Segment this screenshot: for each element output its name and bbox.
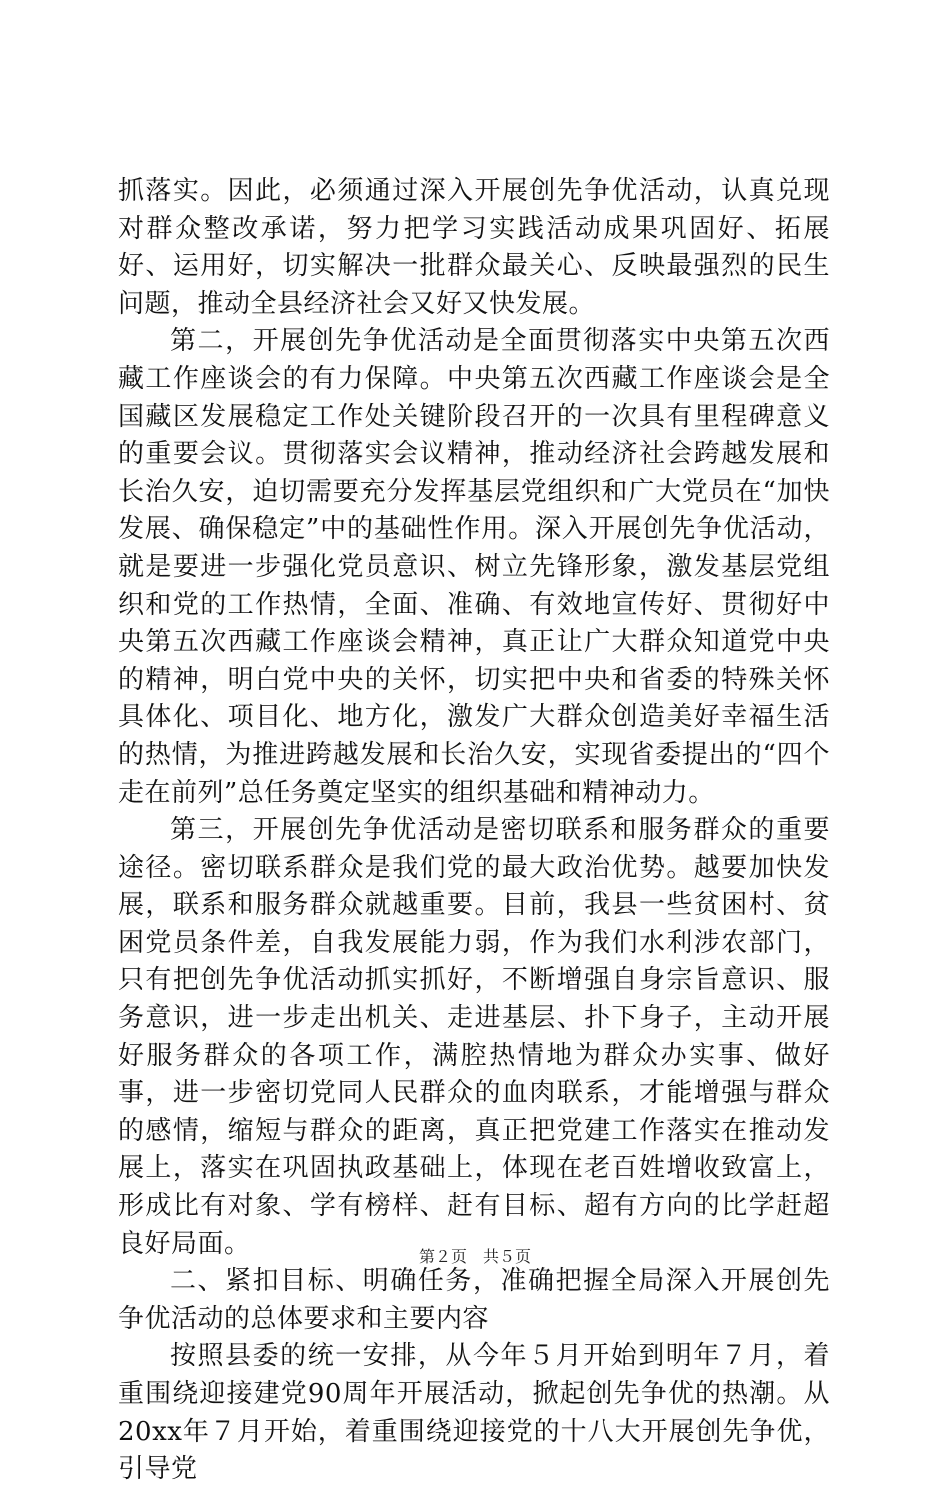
section-heading-two: 二、紧扣目标、明确任务，准确把握全局深入开展创先争优活动的总体要求和主要内容	[118, 1266, 830, 1334]
paragraph-third-point: 第三，开展创先争优活动是密切联系和服务群众的重要途径。密切联系群众是我们党的最大政治优势。越要加快发展，联系和服务群众就越重要。目前，我县一些贫困村、贫困党员条件差，自我发展能力弱，作为我们水利涉农部门，只有把创先争优活动抓实抓好，不断增强自身宗旨意识、服务意识，进一步走出机关、走进基层、扑下身子，主动开展好服务群众的各项工作，满腔热情地为群众办实事、做好事，进一步密切党同人民群众的血肉联系，才能增强与群众的感情，缩短与群众的距离，真正把党建工作落实在推动发展上，落实在巩固执政基础上，体现在老百姓增收致富上，形成比有对象、学有榜样、赶有目标、超有方向的比学赶超良好局面。	[118, 815, 830, 1259]
page-number-footer: 第２页 共５页	[418, 1247, 531, 1266]
paragraph-second-point: 第二，开展创先争优活动是全面贯彻落实中央第五次西藏工作座谈会的有力保障。中央第五次西藏工作座谈会是全国藏区发展稳定工作处关键阶段召开的一次具有里程碑意义的重要会议。贯彻落实会议精神，推动经济社会跨越发展和长治久安，迫切需要充分发挥基层党组织和广大党员在“加快发展、确保稳定”中的基础性作用。深入开展创先争优活动，就是要进一步强化党员意识、树立先锋形象，激发基层党组织和党的工作热情，全面、准确、有效地宣传好、贯彻好中央第五次西藏工作座谈会精神，真正让广大群众知道党中央的精神，明白党中央的关怀，切实把中央和省委的特殊关怀具体化、项目化、地方化，激发广大群众创造美好幸福生活的热情，为推进跨越发展和长治久安，实现省委提出的“四个走在前列”总任务奠定坚实的组织基础和精神动力。	[118, 326, 830, 808]
document-body	[118, 173, 830, 1489]
paragraph-continuation: 抓落实。因此，必须通过深入开展创先争优活动，认真兑现对群众整改承诺，努力把学习实践活动成果巩固好、拓展好、运用好，切实解决一批群众最关心、反映最强烈的民生问题，推动全县经济社会又好又快发展。	[118, 176, 830, 319]
paragraph-schedule: 按照县委的统一安排，从今年５月开始到明年７月，着重围绕迎接建党90周年开展活动，掀起创先争优的热潮。从20xx年７月开始，着重围绕迎接党的十八大开展创先争优，引导党	[118, 1341, 830, 1485]
